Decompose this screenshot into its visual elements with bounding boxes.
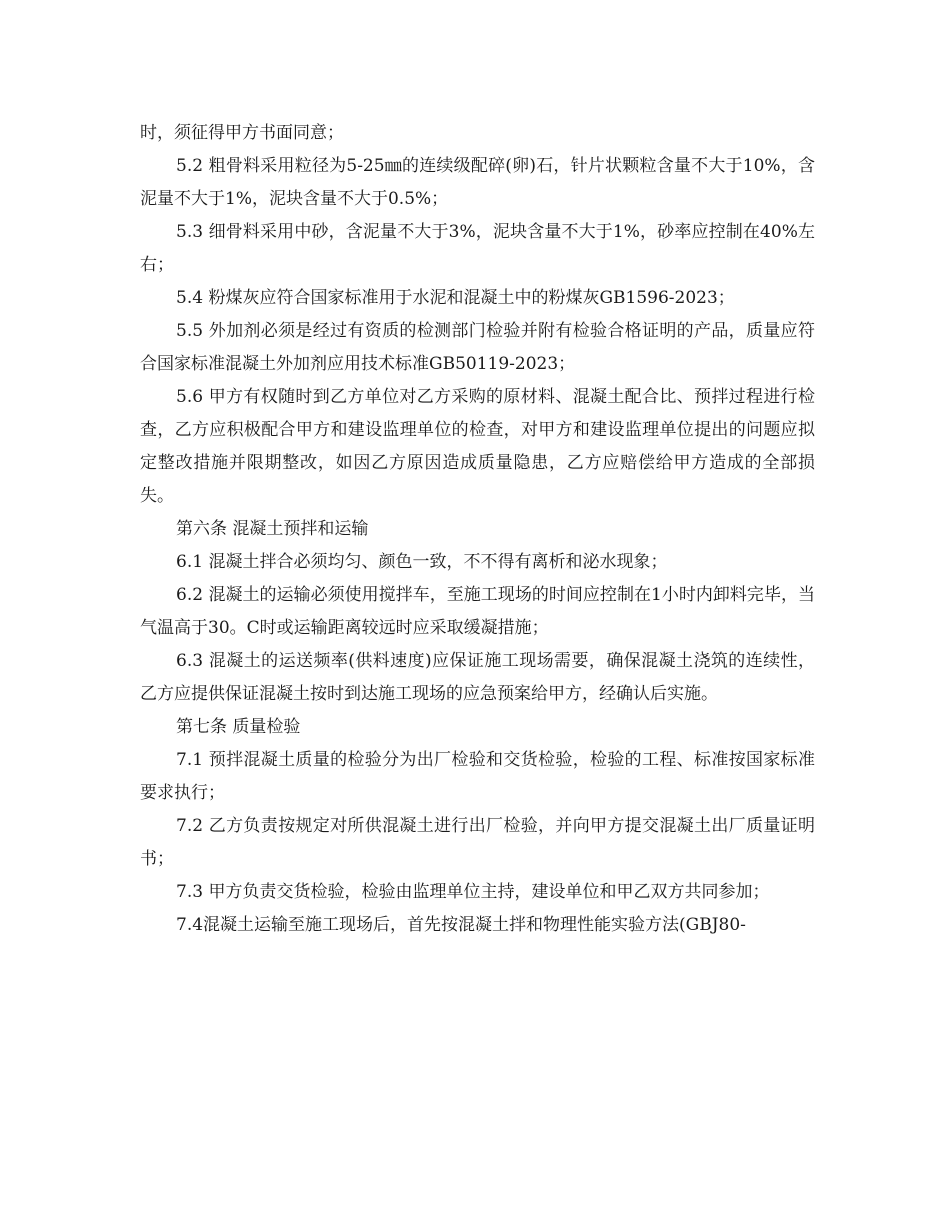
article-6-heading: 第六条 混凝土预拌和运输 [176, 519, 369, 539]
clause-6-2: 6.2 混凝土的运输必须使用搅拌车，至施工现场的时间应控制在1小时内卸料完毕，当气温高于30。C时或运输距离较远时应采取缓凝措施； [140, 585, 815, 638]
paragraph-continuation: 时，须征得甲方书面同意； [140, 123, 344, 143]
clause-7-3: 7.3 甲方负责交货检验，检验由监理单位主持，建设单位和甲乙双方共同参加； [176, 882, 770, 902]
clause-5-6: 5.6 甲方有权随时到乙方单位对乙方采购的原材料、混凝土配合比、预拌过程进行检查，乙方应积极配合甲方和建设监理单位的检查，对甲方和建设监理单位提出的问题应拟定整改措施并限期整改，如因乙方原因造成质量隐患，乙方应赔偿给甲方造成的全部损失。 [140, 387, 815, 506]
clause-7-2: 7.2 乙方负责按规定对所供混凝土进行出厂检验，并向甲方提交混凝土出厂质量证明书； [140, 816, 815, 869]
clause-5-2: 5.2 粗骨料采用粒径为5-25㎜的连续级配碎(卵)石，针片状颗粒含量不大于10%，含泥量不大于1%，泥块含量不大于0.5%； [140, 156, 815, 209]
document-body [140, 117, 815, 942]
clause-5-5: 5.5 外加剂必须是经过有资质的检测部门检验并附有检验合格证明的产品，质量应符合国家标准混凝土外加剂应用技术标准GB50119-2023； [140, 321, 815, 374]
clause-7-1: 7.1 预拌混凝土质量的检验分为出厂检验和交货检验，检验的工程、标准按国家标准要求执行； [140, 750, 815, 803]
article-7-heading: 第七条 质量检验 [176, 717, 301, 737]
clause-5-4: 5.4 粉煤灰应符合国家标准用于水泥和混凝土中的粉煤灰GB1596-2023； [176, 288, 735, 308]
clause-6-3: 6.3 混凝土的运送频率(供料速度)应保证施工现场需要，确保混凝土浇筑的连续性，乙方应提供保证混凝土按时到达施工现场的应急预案给甲方，经确认后实施。 [140, 651, 815, 704]
clause-6-1: 6.1 混凝土拌合必须均匀、颜色一致，不不得有离析和泌水现象； [176, 552, 668, 572]
clause-7-4: 7.4混凝土运输至施工现场后，首先按混凝土拌和物理性能实验方法(GBJ80- [176, 915, 746, 935]
clause-5-3: 5.3 细骨料采用中砂，含泥量不大于3%，泥块含量不大于1%，砂率应控制在40%左右； [140, 222, 815, 275]
